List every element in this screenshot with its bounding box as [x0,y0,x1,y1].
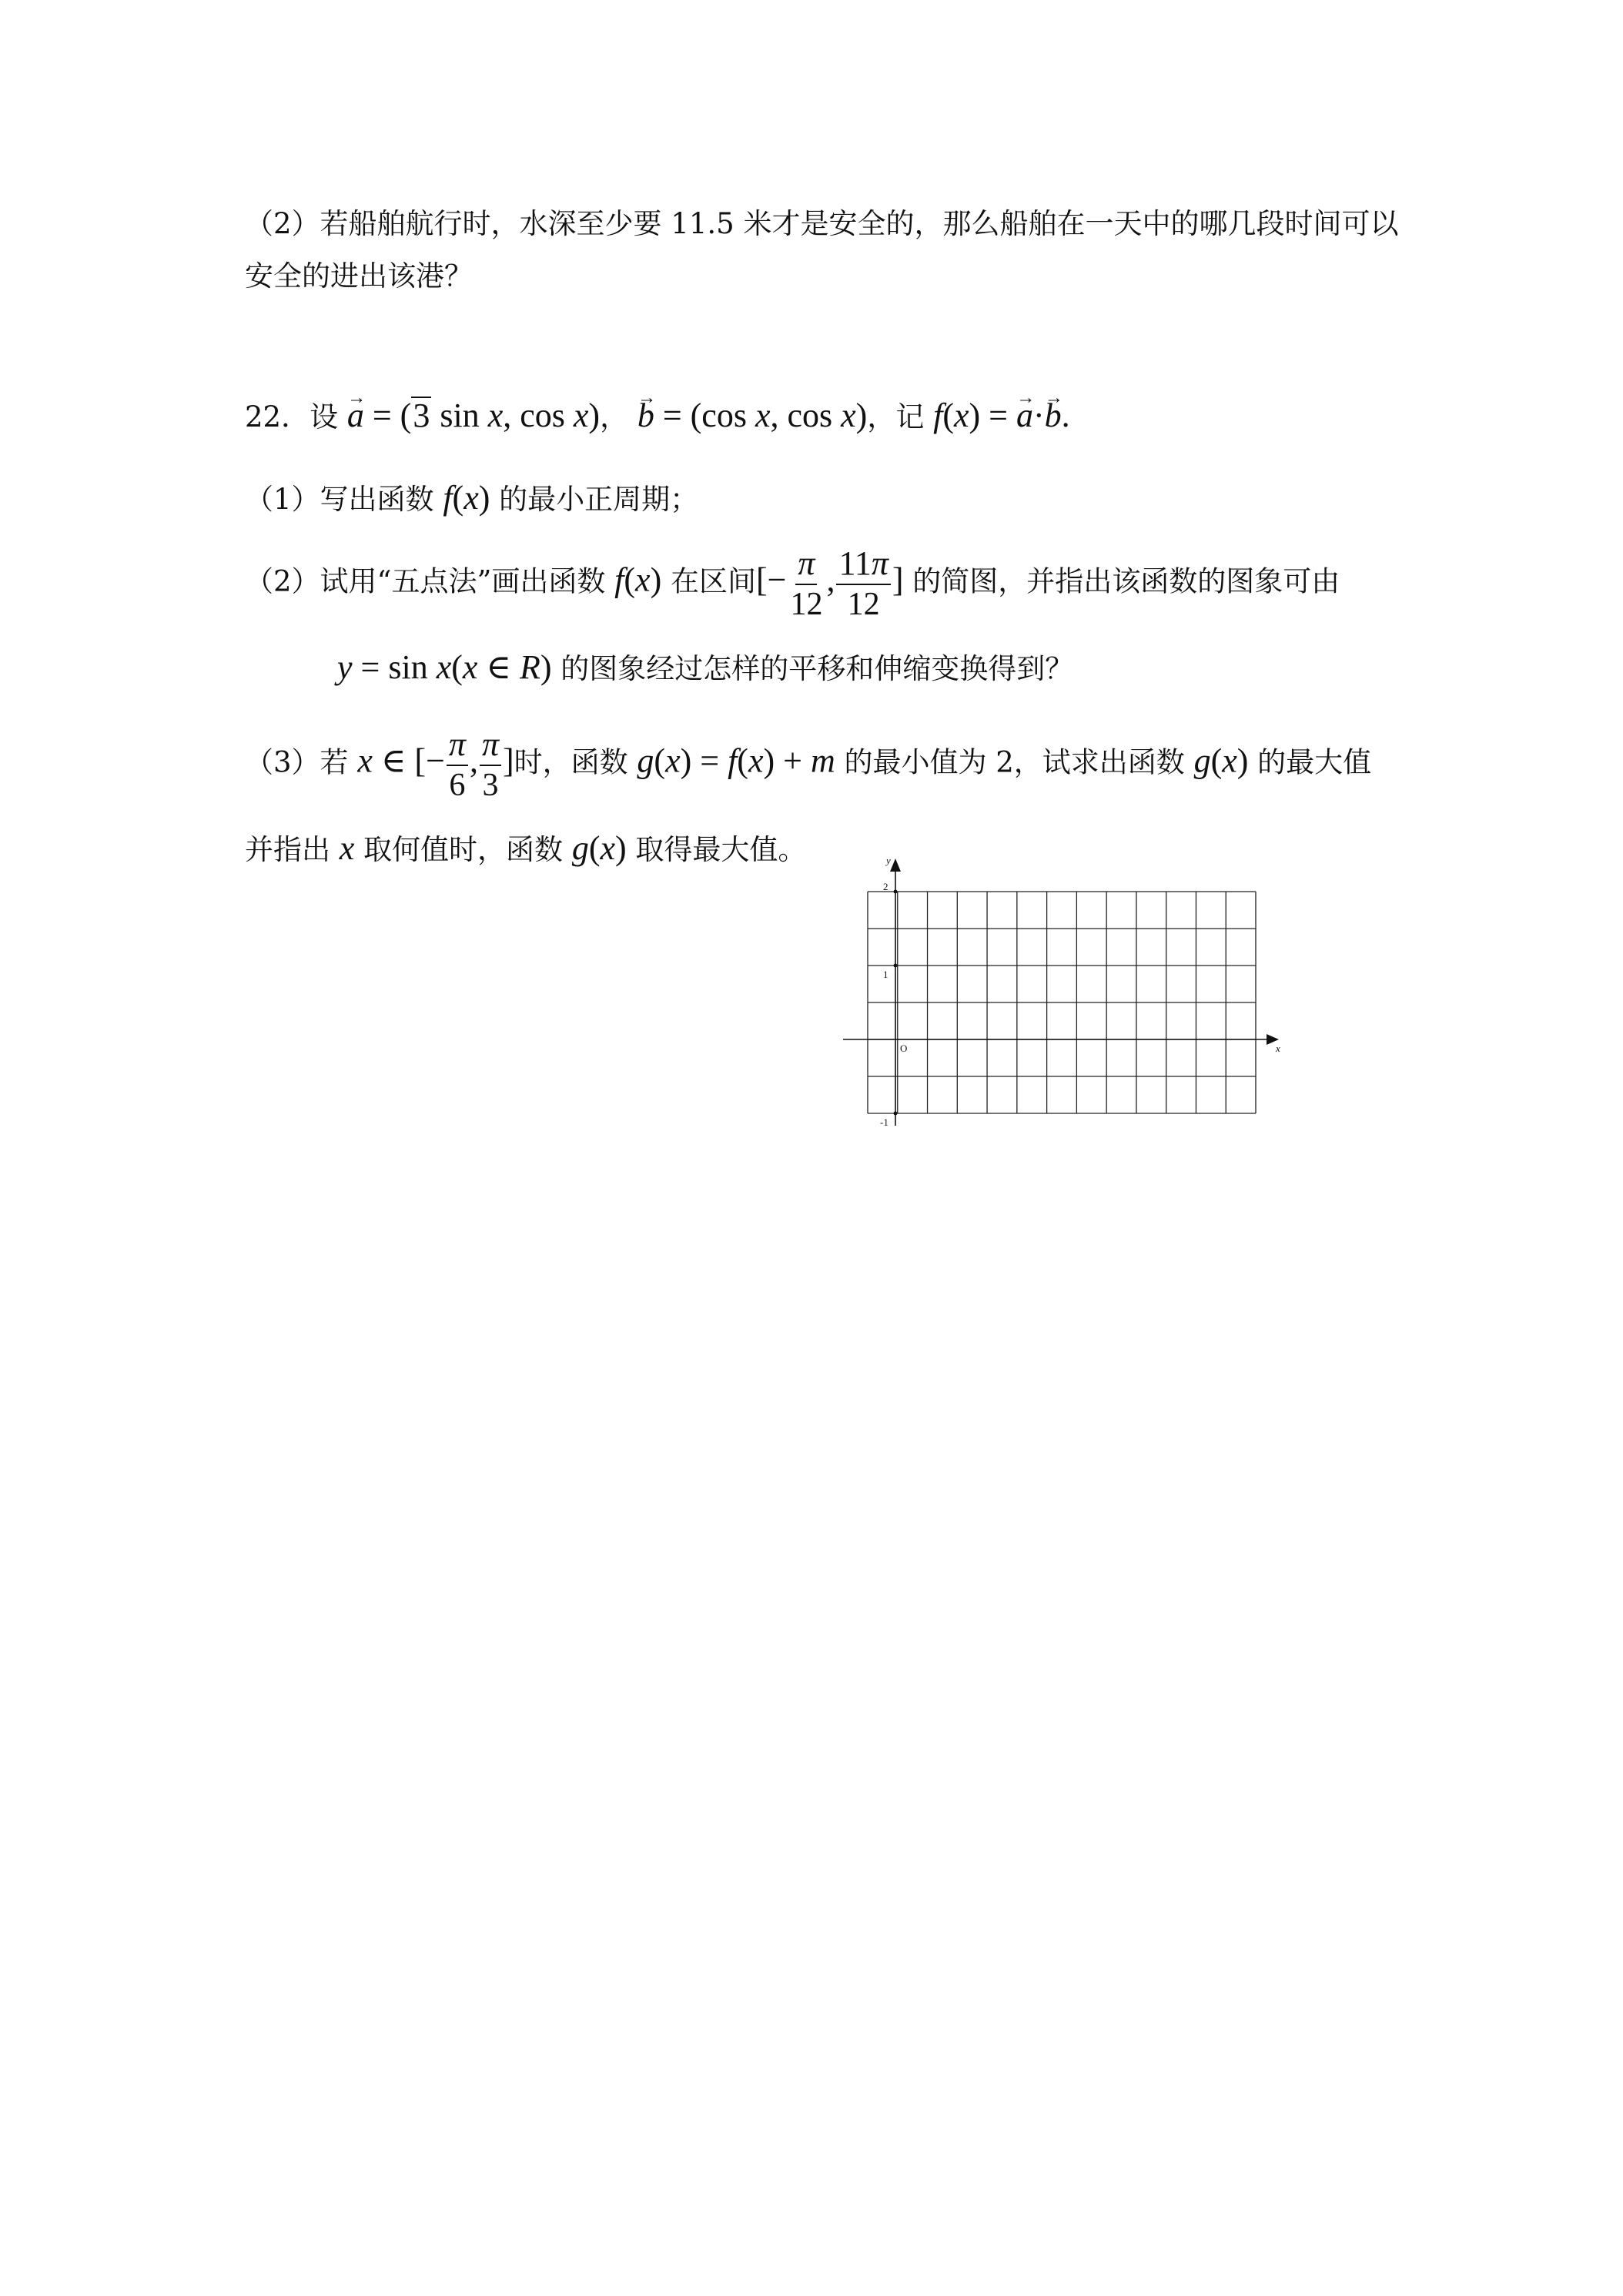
tick-dot-neg1 [894,1112,898,1116]
p21-part2-line2: 安全的进出该港？ [245,259,473,293]
frac-pi-3: $\frac{\pi}{3}$ [480,728,501,802]
p22-number: 22．设 [245,400,339,433]
p22-record: ，记 [867,400,925,433]
p21-part2-line1: （2）若船舶航行时，水深至少要 11.5 米才是安全的，那么船舶在一天中的哪几段时间可以 [245,207,1399,240]
sqrt-three: 3 [413,397,430,434]
y-axis-arrow-icon [890,858,901,872]
p22-part1: （1）写出函数 f(x) 的最小正周期； [245,479,699,517]
grid-lines [868,892,1256,1113]
tick-label-1: 1 [883,969,888,980]
p22-part2-line1: （2）试用“五点法”画出函数 f(x) 在区间[− $\frac{\pi}{12}$ , $\frac{11\pi}{12}$ ] 的简图，并指出该函数的图象可由 [245,544,1340,622]
origin-label: O [900,1043,908,1054]
p22-part3-line2: 并指出 x 取何值时，函数 g(x) 取得最大值。 [245,829,807,867]
tick-label-neg1: -1 [880,1116,888,1128]
p22-part3-line1: （3）若 x ∈ [− $\frac{\pi}{6}$ , $\frac{\pi}{3}$ ]时，函数 g(x) = f(x) + m 的最小值为 2，试求出函数 g(x) 的最大值 [245,725,1372,803]
vector-a: → a [347,399,364,433]
y-axis-label: y [886,855,891,866]
p22-statement: 22．设 → a = (3 sin x, cos x)， → b = (cos x, cos x)，记 f(x) = → a·→ b. [245,397,1070,433]
frac-neg-pi-12: $\frac{\pi}{12}$ [790,544,823,622]
tick-label-2: 2 [883,881,888,892]
vector-b: → b [637,399,654,433]
p22-part2-line2: y = sin x(x ∈ R) 的图象经过怎样的平移和伸缩变换得到？ [337,648,1074,686]
tick-dot-2 [894,890,898,894]
frac-11pi-12: $\frac{11\pi}{12}$ [836,547,890,621]
frac-neg-pi-6: $\frac{\pi}{6}$ [447,728,468,802]
tick-dot-1 [894,964,898,968]
coordinate-grid [835,855,1290,1140]
x-axis-label: x [1276,1043,1280,1054]
